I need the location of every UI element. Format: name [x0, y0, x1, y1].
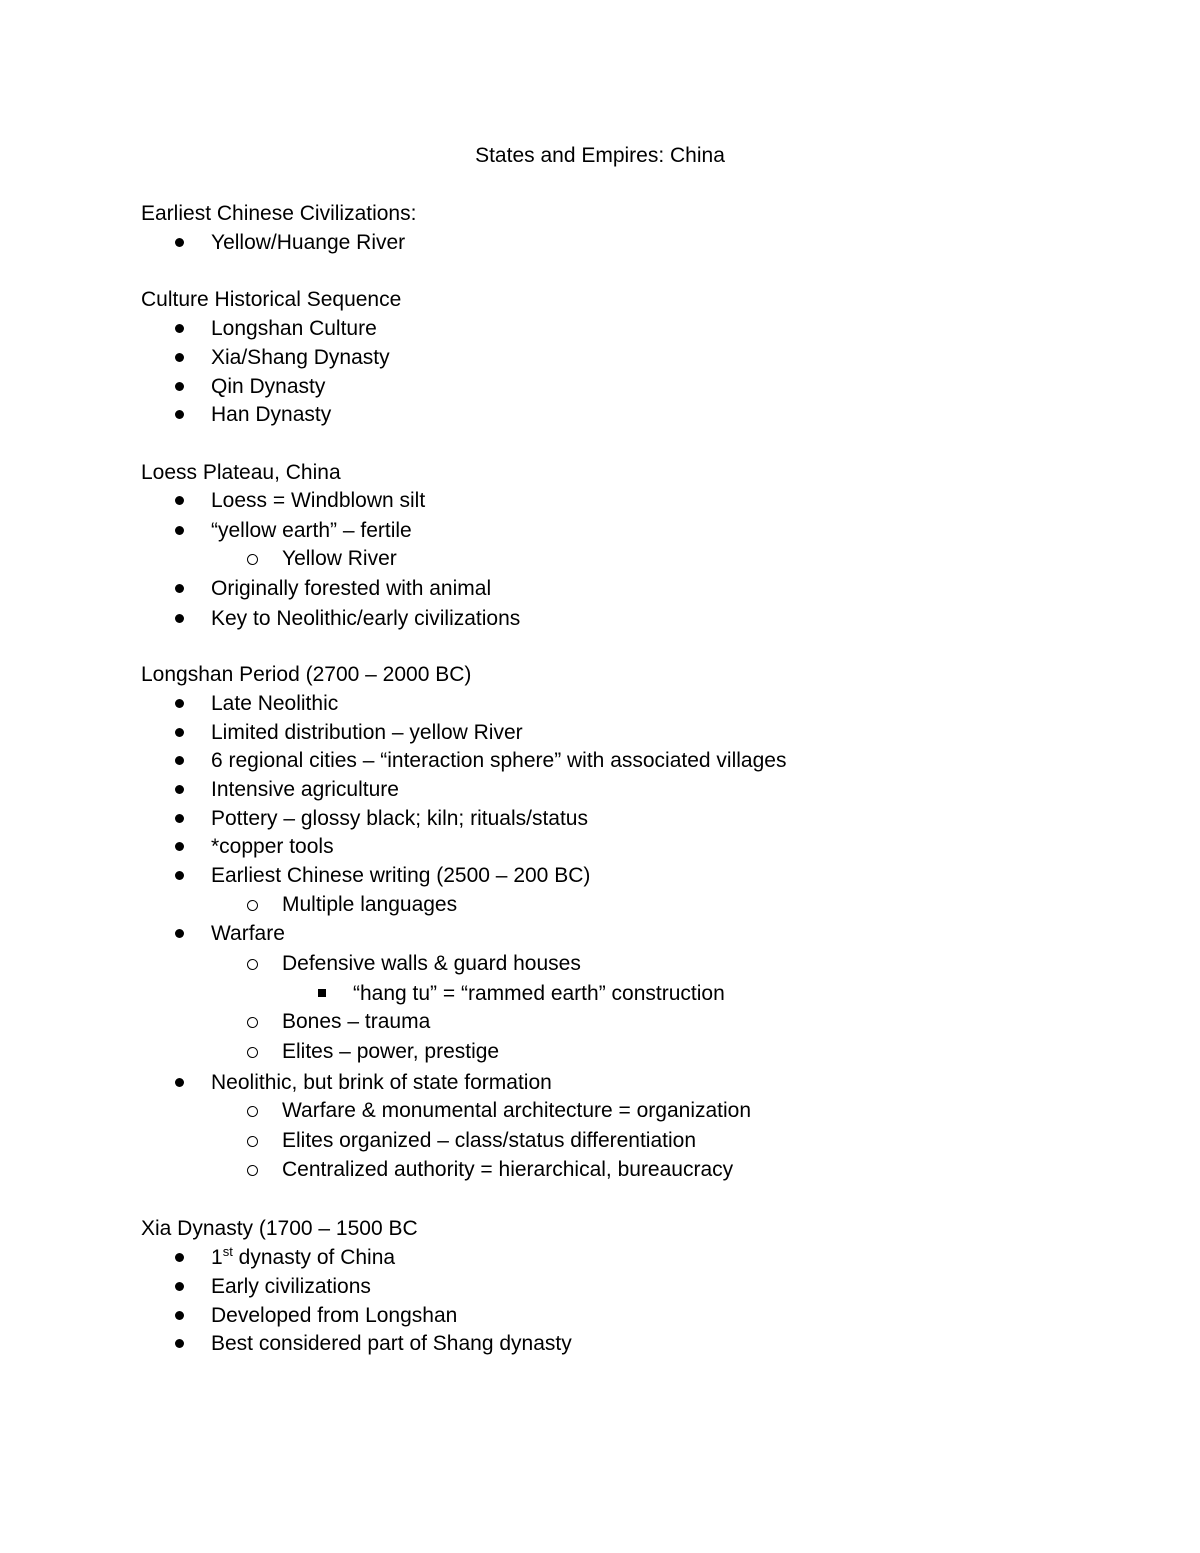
list-item: 6 regional cities – “interaction sphere” with associated villages [211, 749, 787, 772]
sub-bullet-icon [247, 900, 258, 911]
bullet-icon [175, 353, 184, 362]
bullet-icon [175, 1253, 184, 1262]
section-heading: Longshan Period (2700 – 2000 BC) [141, 663, 472, 686]
list-item: Neolithic, but brink of state formation [211, 1071, 552, 1094]
sub-bullet-icon [247, 1136, 258, 1147]
sub-list-item: Multiple languages [282, 893, 458, 916]
sub-bullet-icon [247, 1106, 258, 1117]
bullet-icon [175, 1282, 184, 1291]
list-item: Qin Dynasty [211, 375, 326, 398]
bullet-icon [175, 728, 184, 737]
list-item: *copper tools [211, 835, 334, 858]
bullet-icon [175, 614, 184, 623]
bullet-icon [175, 324, 184, 333]
bullet-icon [175, 526, 184, 535]
section-heading: Xia Dynasty (1700 – 1500 BC [141, 1217, 418, 1240]
list-item: Intensive agriculture [211, 778, 399, 801]
sub-sub-list-item: “hang tu” = “rammed earth” construction [353, 982, 725, 1005]
list-item: Earliest Chinese writing (2500 – 200 BC) [211, 864, 591, 887]
list-item: Early civilizations [211, 1275, 371, 1298]
bullet-icon [175, 814, 184, 823]
ordinal-suffix: st [222, 1244, 233, 1259]
section-heading: Culture Historical Sequence [141, 288, 402, 311]
sub-bullet-icon [247, 554, 258, 565]
list-item [211, 1243, 395, 1272]
sub-list-item: Warfare & monumental architecture = organization [282, 1099, 752, 1122]
bullet-icon [175, 382, 184, 391]
bullet-icon [175, 842, 184, 851]
bullet-icon [175, 1311, 184, 1320]
bullet-icon [175, 410, 184, 419]
sub-list-item: Centralized authority = hierarchical, bureaucracy [282, 1158, 734, 1181]
bullet-icon [175, 496, 184, 505]
section-heading: Loess Plateau, China [141, 461, 341, 484]
bullet-icon [175, 584, 184, 593]
bullet-icon [175, 238, 184, 247]
sub-sub-bullet-icon [318, 989, 326, 997]
sub-list-item: Defensive walls & guard houses [282, 952, 581, 975]
section-heading: Earliest Chinese Civilizations: [141, 202, 417, 225]
list-item: Limited distribution – yellow River [211, 721, 523, 744]
sub-list-item: Yellow River [282, 547, 397, 570]
sub-list-item: Bones – trauma [282, 1010, 431, 1033]
list-item: Loess = Windblown silt [211, 489, 426, 512]
bullet-icon [175, 929, 184, 938]
list-item: Late Neolithic [211, 692, 339, 715]
sub-list-item: Elites organized – class/status differentiation [282, 1129, 697, 1152]
ordinal-number: 1 [211, 1246, 223, 1269]
sub-list-item: Elites – power, prestige [282, 1040, 500, 1063]
list-item: Xia/Shang Dynasty [211, 346, 390, 369]
list-item: “yellow earth” – fertile [211, 519, 412, 542]
list-item: Key to Neolithic/early civilizations [211, 607, 521, 630]
list-item: Best considered part of Shang dynasty [211, 1332, 572, 1355]
bullet-icon [175, 756, 184, 765]
bullet-icon [175, 699, 184, 708]
list-item: Longshan Culture [211, 317, 377, 340]
list-item: Pottery – glossy black; kiln; rituals/status [211, 807, 588, 830]
list-item: Yellow/Huange River [211, 231, 406, 254]
list-item: Warfare [211, 922, 285, 945]
bullet-icon [175, 871, 184, 880]
document-title: States and Empires: China [475, 144, 725, 167]
list-item: Originally forested with animal [211, 577, 492, 600]
sub-bullet-icon [247, 1017, 258, 1028]
sub-bullet-icon [247, 1047, 258, 1058]
list-item: Han Dynasty [211, 403, 332, 426]
bullet-icon [175, 785, 184, 794]
sub-bullet-icon [247, 959, 258, 970]
list-item: Developed from Longshan [211, 1304, 458, 1327]
sub-bullet-icon [247, 1165, 258, 1176]
bullet-icon [175, 1078, 184, 1087]
bullet-icon [175, 1339, 184, 1348]
list-item-text: dynasty of China [238, 1246, 396, 1269]
